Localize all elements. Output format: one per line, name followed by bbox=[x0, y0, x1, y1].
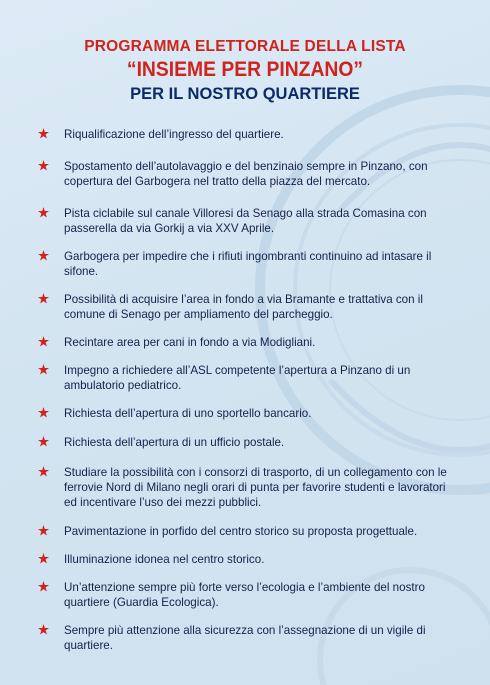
list-item-text: Richiesta dell’apertura di uno sportello bancario. bbox=[64, 407, 312, 420]
red-star-bullet-icon bbox=[38, 293, 49, 304]
red-star-bullet-icon bbox=[38, 160, 49, 171]
red-star-bullet-icon bbox=[38, 128, 49, 139]
red-star-bullet-icon bbox=[38, 436, 49, 447]
list-item-text: Possibilità di acquisire l’area in fondo a via Bramante e trattativa con il comune di Senago per ampliamento del parcheggio. bbox=[64, 293, 423, 321]
list-item-text: Sempre più attenzione alla sicurezza con l’assegnazione di un vigile di quartiere. bbox=[64, 624, 426, 652]
list-item-text: Impegno a richiedere all’ASL competente l’apertura a Pinzano di un ambulatorio pediatrico. bbox=[64, 364, 411, 392]
red-star-bullet-icon bbox=[38, 364, 49, 375]
list-item-text: Pavimentazione in porfido del centro storico su proposta progettuale. bbox=[64, 525, 418, 538]
red-star-bullet-icon bbox=[38, 466, 49, 477]
list-item-text: Riqualificazione dell’ingresso del quartiere. bbox=[64, 128, 284, 141]
red-star-bullet-icon bbox=[38, 250, 49, 261]
list-item-text: Richiesta dell’apertura di un ufficio postale. bbox=[64, 436, 285, 449]
heading-list-name: “INSIEME PER PINZANO” bbox=[126, 58, 364, 81]
list-item-text: Pista ciclabile sul canale Villoresi da Senago alla strada Comasina con passerella da via Gorkij a via XXV Aprile. bbox=[64, 207, 427, 235]
red-star-bullet-icon bbox=[38, 525, 49, 536]
heading-program-title: PROGRAMMA ELETTORALE DELLA LISTA bbox=[84, 38, 406, 55]
list-item-text: Garbogera per impedire che i rifiuti ingombranti continuino ad intasare il sifone. bbox=[64, 250, 432, 278]
list-item-text: Illuminazione idonea nel centro storico. bbox=[64, 553, 265, 566]
list-item-text: Un’attenzione sempre più forte verso l’ecologia e l’ambiente del nostro quartiere (Guardia Ecologica). bbox=[64, 581, 425, 609]
list-item-text: Recintare area per cani in fondo a via Modigliani. bbox=[64, 336, 316, 349]
heading-subtitle: PER IL NOSTRO QUARTIERE bbox=[130, 85, 360, 103]
red-star-bullet-icon bbox=[38, 207, 49, 218]
red-star-bullet-icon bbox=[38, 336, 49, 347]
red-star-bullet-icon bbox=[38, 624, 49, 635]
red-star-bullet-icon bbox=[38, 553, 49, 564]
red-star-bullet-icon bbox=[38, 407, 49, 418]
list-item-text: Spostamento dell’autolavaggio e del benzinaio sempre in Pinzano, con copertura del Garbogera nel tratto della piazza del mercato. bbox=[64, 160, 428, 188]
header bbox=[0, 38, 490, 104]
list-item-text: Studiare la possibilità con i consorzi di trasporto, di un collegamento con le ferrovie Nord di Milano negli orari di punta per favorire studenti e lavoratori ed incentivare l’uso dei mezzi pubblici. bbox=[64, 466, 447, 509]
red-star-bullet-icon bbox=[38, 581, 49, 592]
